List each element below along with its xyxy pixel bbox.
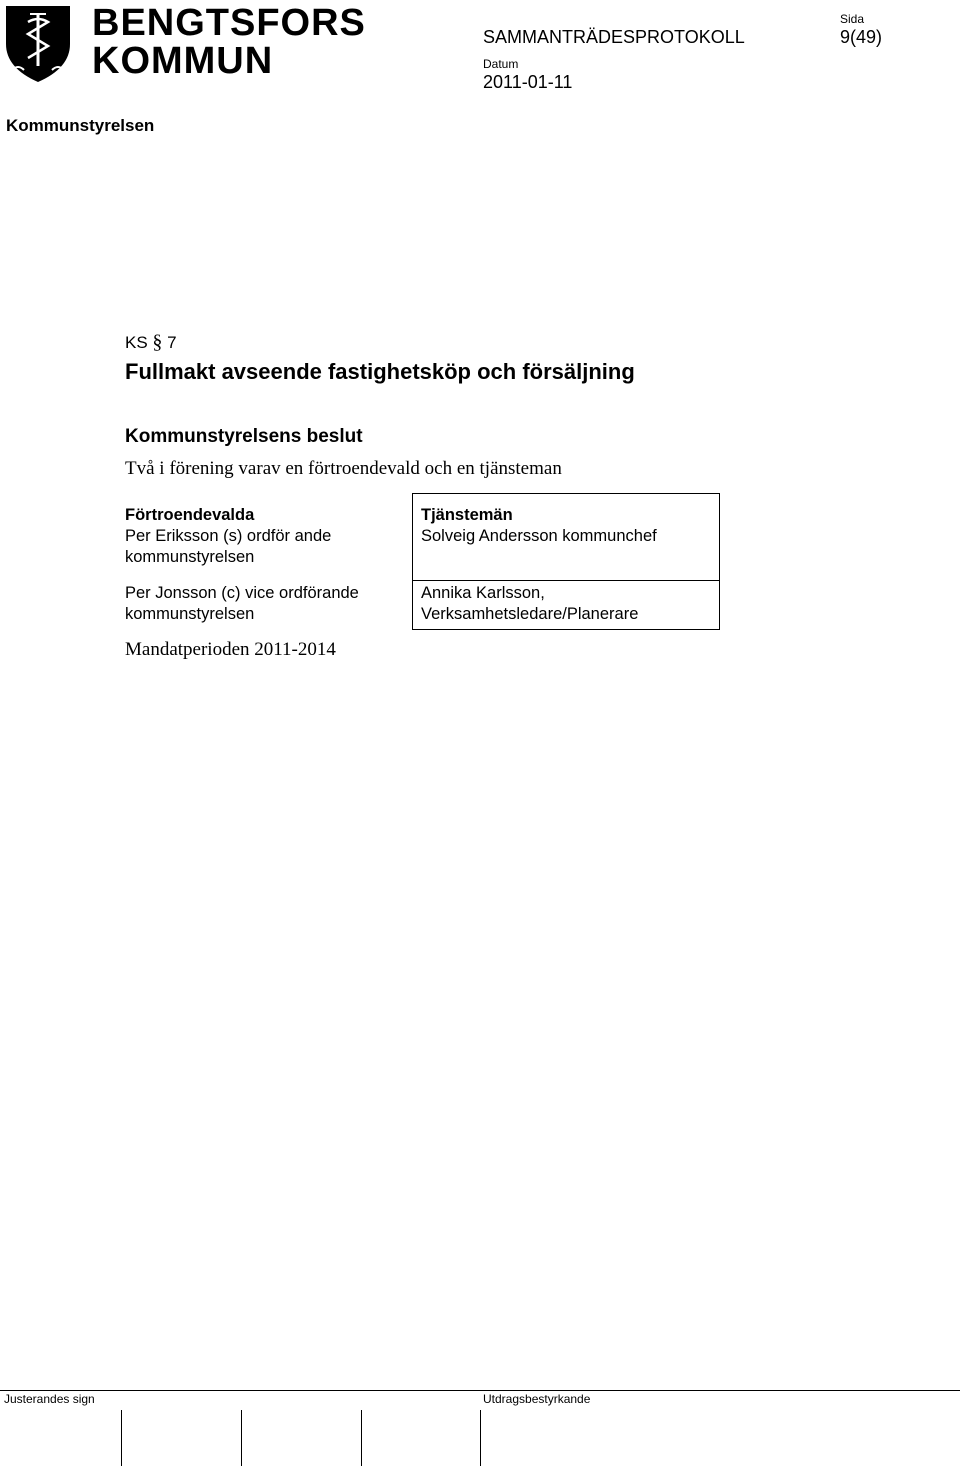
section-symbol: § — [152, 331, 163, 353]
signature-box-divider — [480, 1410, 481, 1466]
footer-divider — [0, 1390, 960, 1391]
date-value: 2011-01-11 — [483, 72, 573, 92]
signature-box-divider — [121, 1410, 122, 1466]
signatory-role: Verksamhetsledare/Planerare — [421, 605, 639, 623]
officials-heading: Tjänstemän — [421, 506, 513, 524]
elected-officials-heading: Förtroendevalda — [125, 505, 255, 524]
organization-name: Kommunstyrelsen — [6, 116, 155, 135]
table-cell — [120, 494, 413, 581]
logo-text-line2: KOMMUN — [92, 40, 274, 82]
signatory-name: Per Eriksson (s) ordför ande — [125, 526, 332, 545]
decision-heading: Kommunstyrelsens beslut — [125, 426, 363, 447]
signatory-table — [120, 493, 720, 630]
section-title: Fullmakt avseende fastighetsköp och försäljning — [125, 359, 635, 384]
section-ref-prefix: KS — [125, 333, 148, 352]
signatory-name: Solveig Andersson kommunchef — [421, 527, 657, 545]
logo-text-line1: BENGTSFORS — [92, 2, 366, 44]
table-cell — [120, 581, 413, 630]
section-reference — [125, 331, 177, 354]
signatory-name: Annika Karlsson, — [421, 584, 545, 602]
extract-certification-label: Utdragsbestyrkande — [483, 1392, 591, 1406]
page-label: Sida — [840, 12, 865, 26]
signatory-name: Per Jonsson (c) vice ordförande — [125, 583, 359, 602]
decision-text: Två i förening varav en förtroendevald och en tjänsteman — [125, 458, 562, 479]
section-ref-number: 7 — [167, 333, 177, 352]
signature-box-divider — [241, 1410, 242, 1466]
signature-box-divider — [361, 1410, 362, 1466]
municipality-coat-of-arms-icon — [4, 4, 72, 84]
document-type: SAMMANTRÄDESPROTOKOLL — [483, 27, 745, 47]
date-label: Datum — [483, 57, 519, 71]
table-row — [120, 494, 720, 581]
justifier-signature-label: Justerandes sign — [4, 1392, 95, 1406]
table-row — [120, 581, 720, 630]
footer — [0, 1388, 960, 1466]
table-cell — [413, 581, 720, 630]
signatory-role: kommunstyrelsen — [125, 604, 255, 623]
table-cell — [413, 494, 720, 581]
mandate-period: Mandatperioden 2011-2014 — [125, 639, 336, 660]
signatory-role: kommunstyrelsen — [125, 547, 255, 566]
page-number: 9(49) — [840, 27, 883, 47]
